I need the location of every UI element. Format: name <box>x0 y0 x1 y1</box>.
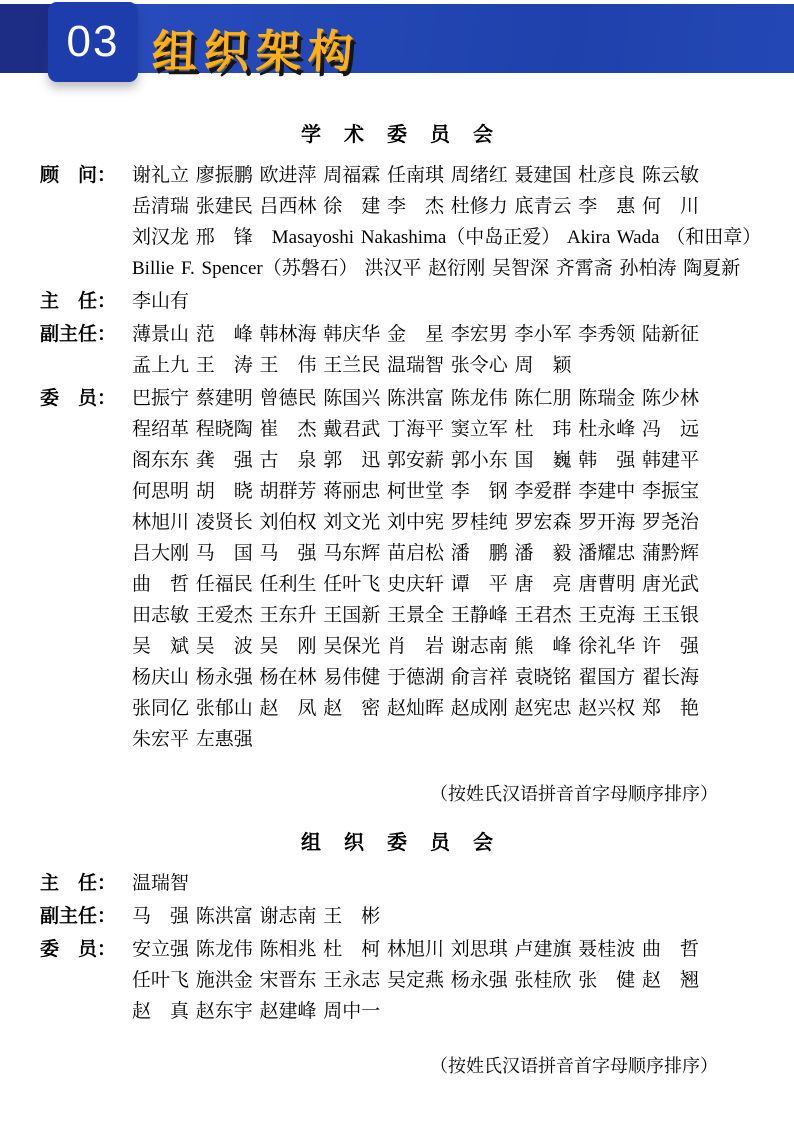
row-label: 委 员： <box>40 939 117 960</box>
row-names <box>132 286 754 317</box>
committee-row <box>40 868 754 899</box>
row-names <box>132 868 754 899</box>
name-line: 曲 哲 任福民 任利生 任叶飞 史庆轩 谭 平 唐 亮 唐曹明 唐光武 <box>132 574 700 595</box>
name-line: 阁东东 龚 强 古 泉 郭 迅 郭安薪 郭小东 国 巍 韩 强 韩建平 <box>132 450 700 471</box>
row-names <box>132 319 754 381</box>
committee-row <box>40 383 754 755</box>
academic-sort-note: （按姓氏汉语拼音首字母顺序排序） <box>430 784 718 804</box>
name-line: Billie F. Spencer（苏磐石） 洪汉平 赵衍刚 吴智深 齐霄斋 孙柏涛 陶夏新 <box>132 258 741 279</box>
section-number-box <box>48 2 138 82</box>
committee-row <box>40 160 762 284</box>
row-label: 委 员： <box>40 388 117 409</box>
row-label: 顾 问： <box>40 165 117 186</box>
committee-row <box>40 286 754 317</box>
row-names <box>132 383 754 755</box>
committee-row <box>40 319 754 381</box>
row-names <box>132 160 762 284</box>
name-line: 林旭川 凌贤长 刘伯权 刘文光 刘中宪 罗桂纯 罗宏森 罗开海 罗尧治 <box>132 512 700 533</box>
name-line: 何思明 胡 晓 胡群芳 蒋丽忠 柯世堂 李 钢 李爱群 李建中 李振宝 <box>132 481 700 502</box>
row-label: 主 任： <box>40 873 117 894</box>
name-line: 李山有 <box>132 291 190 312</box>
committee-row <box>40 934 754 1027</box>
name-line: 温瑞智 <box>132 873 190 894</box>
academic-committee-rows <box>40 160 762 755</box>
row-names <box>132 934 754 1027</box>
name-line: 吕大刚 马 国 马 强 马东辉 苗启松 潘 鹏 潘 毅 潘耀忠 蒲黔辉 <box>132 543 700 564</box>
name-line: 杨庆山 杨永强 杨在林 易伟健 于德湖 俞言祥 袁晓铭 翟国方 翟长海 <box>132 667 700 688</box>
name-line: 赵 真 赵东宇 赵建峰 周中一 <box>132 1001 381 1022</box>
name-line: 任叶飞 施洪金 宋晋东 王永志 吴定燕 杨永强 张桂欣 张 健 赵 翘 <box>132 970 700 991</box>
name-line: 吴 斌 吴 波 吴 刚 吴保光 肖 岩 谢志南 熊 峰 徐礼华 许 强 <box>132 636 700 657</box>
name-line: 孟上九 王 涛 王 伟 王兰民 温瑞智 张令心 周 颖 <box>132 355 572 376</box>
row-label: 副主任： <box>40 324 117 345</box>
section-number: 03 <box>66 17 120 66</box>
row-label: 主 任： <box>40 291 117 312</box>
name-line: 安立强 陈龙伟 陈相兆 杜 柯 林旭川 刘思琪 卢建旗 聂桂波 曲 哲 <box>132 939 700 960</box>
name-line: 谢礼立 廖振鹏 欧进萍 周福霖 任南琪 周绪红 聂建国 杜彦良 陈云敏 <box>132 165 700 186</box>
name-line: 张同亿 张郁山 赵 凤 赵 密 赵灿晖 赵成刚 赵宪忠 赵兴权 郑 艳 <box>132 698 700 719</box>
name-line: 刘汉龙 邢 锋 Masayoshi Nakashima（中岛正爱） Akira Wada （和田章） <box>132 227 762 248</box>
name-line: 岳清瑞 张建民 吕西林 徐 建 李 杰 杜修力 底青云 李 惠 何 川 <box>132 196 700 217</box>
row-names <box>132 901 754 932</box>
section-heading: 组织架构 <box>150 26 361 77</box>
name-line: 朱宏平 左惠强 <box>132 729 253 750</box>
organizing-committee-title: 组 织 委 员 会 <box>301 832 502 854</box>
page-content <box>40 118 762 1098</box>
name-line: 马 强 陈洪富 谢志南 王 彬 <box>132 906 381 927</box>
name-line: 程绍革 程晓陶 崔 杰 戴君武 丁海平 窦立军 杜 玮 杜永峰 冯 远 <box>132 419 700 440</box>
organizing-committee-section <box>40 826 754 1078</box>
academic-committee-section <box>40 118 762 806</box>
row-label: 副主任： <box>40 906 117 927</box>
organizing-committee-rows <box>40 868 754 1027</box>
academic-committee-title: 学 术 委 员 会 <box>301 124 502 146</box>
name-line: 薄景山 范 峰 韩林海 韩庆华 金 星 李宏男 李小军 李秀领 陆新征 <box>132 324 700 345</box>
name-line: 田志敏 王爱杰 王东升 王国新 王景全 王静峰 王君杰 王克海 王玉银 <box>132 605 700 626</box>
name-line: 巴振宁 蔡建明 曾德民 陈国兴 陈洪富 陈龙伟 陈仁朋 陈瑞金 陈少林 <box>132 388 700 409</box>
organizing-sort-note: （按姓氏汉语拼音首字母顺序排序） <box>430 1056 718 1076</box>
committee-row <box>40 901 754 932</box>
